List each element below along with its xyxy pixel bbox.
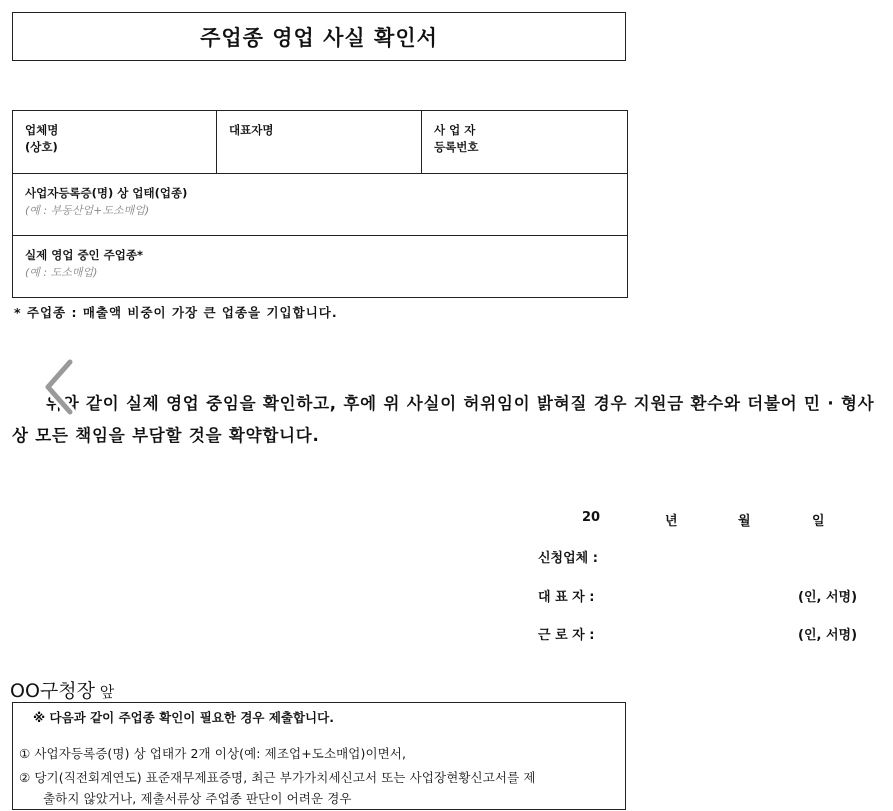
main-business-cell[interactable]	[13, 236, 628, 298]
chevron-left-icon[interactable]	[38, 356, 86, 418]
business-type-label: 사업자등록증(명) 상 업태(업종)	[25, 186, 188, 200]
rep-name-label: 대표자명	[229, 123, 274, 137]
main-business-hint: (예 : 도소매업)	[25, 266, 98, 279]
date-year-prefix: 20	[582, 510, 601, 525]
info-table	[12, 110, 628, 298]
main-business-label: 실제 영업 중인 주업종*	[25, 248, 144, 262]
recipient	[10, 676, 114, 703]
date-year-unit: 년	[665, 514, 678, 529]
company-name-cell[interactable]	[13, 111, 217, 174]
worker-label: 근 로 자 :	[538, 628, 595, 643]
date-month-unit: 월	[738, 514, 751, 529]
business-type-hint: (예 : 부동산업+도소매업)	[25, 204, 150, 217]
applicant-label: 신청업체 :	[538, 551, 598, 566]
worker-sign: (인, 서명)	[798, 628, 858, 643]
form-title: 주업종 영업 사실 확인서	[12, 12, 626, 61]
pledge-paragraph	[12, 388, 882, 452]
date-day-unit: 일	[812, 514, 825, 529]
representative-sign: (인, 서명)	[798, 590, 858, 605]
table-row	[13, 236, 628, 298]
notice-item: 출하지 않았거나, 제출서류상 주업종 판단이 어려운 경우	[43, 791, 352, 806]
table-row	[13, 111, 628, 174]
table-row	[13, 174, 628, 236]
company-name-label: 업체명	[25, 123, 59, 137]
recipient-suffix: 앞	[94, 683, 115, 701]
recipient-name: OO구청장	[10, 680, 95, 702]
notice-box	[12, 702, 626, 810]
footnote: * 주업종 : 매출액 비중이 가장 큰 업종을 기입합니다.	[14, 305, 338, 320]
biz-reg-no-cell[interactable]	[422, 111, 628, 174]
pledge-text: 위와 같이 실제 영업 중임을 확인하고, 후에 위 사실이 허위임이 밝혀질 경우 지원금 환수와 더불어 민 · 형사상 모든 책임을 부담할 것을 확약합니다.	[12, 394, 875, 445]
notice-item: ② 당기(직전회계연도) 표준재무제표증명, 최근 부가가치세신고서 또는 사업장현황신고서를 제	[19, 770, 536, 785]
biz-reg-no-label: 사 업 자	[434, 123, 476, 137]
notice-item: ① 사업자등록증(명) 상 업태가 2개 이상(예: 제조업+도소매업)이면서,	[19, 746, 407, 761]
biz-reg-no-sublabel: 등록번호	[434, 140, 479, 154]
notice-heading: ※ 다음과 같이 주업종 확인이 필요한 경우 제출합니다.	[33, 710, 334, 725]
business-type-cell[interactable]	[13, 174, 628, 236]
representative-label: 대 표 자 :	[538, 590, 595, 605]
company-name-sublabel: (상호)	[25, 140, 58, 154]
rep-name-cell[interactable]	[217, 111, 422, 174]
